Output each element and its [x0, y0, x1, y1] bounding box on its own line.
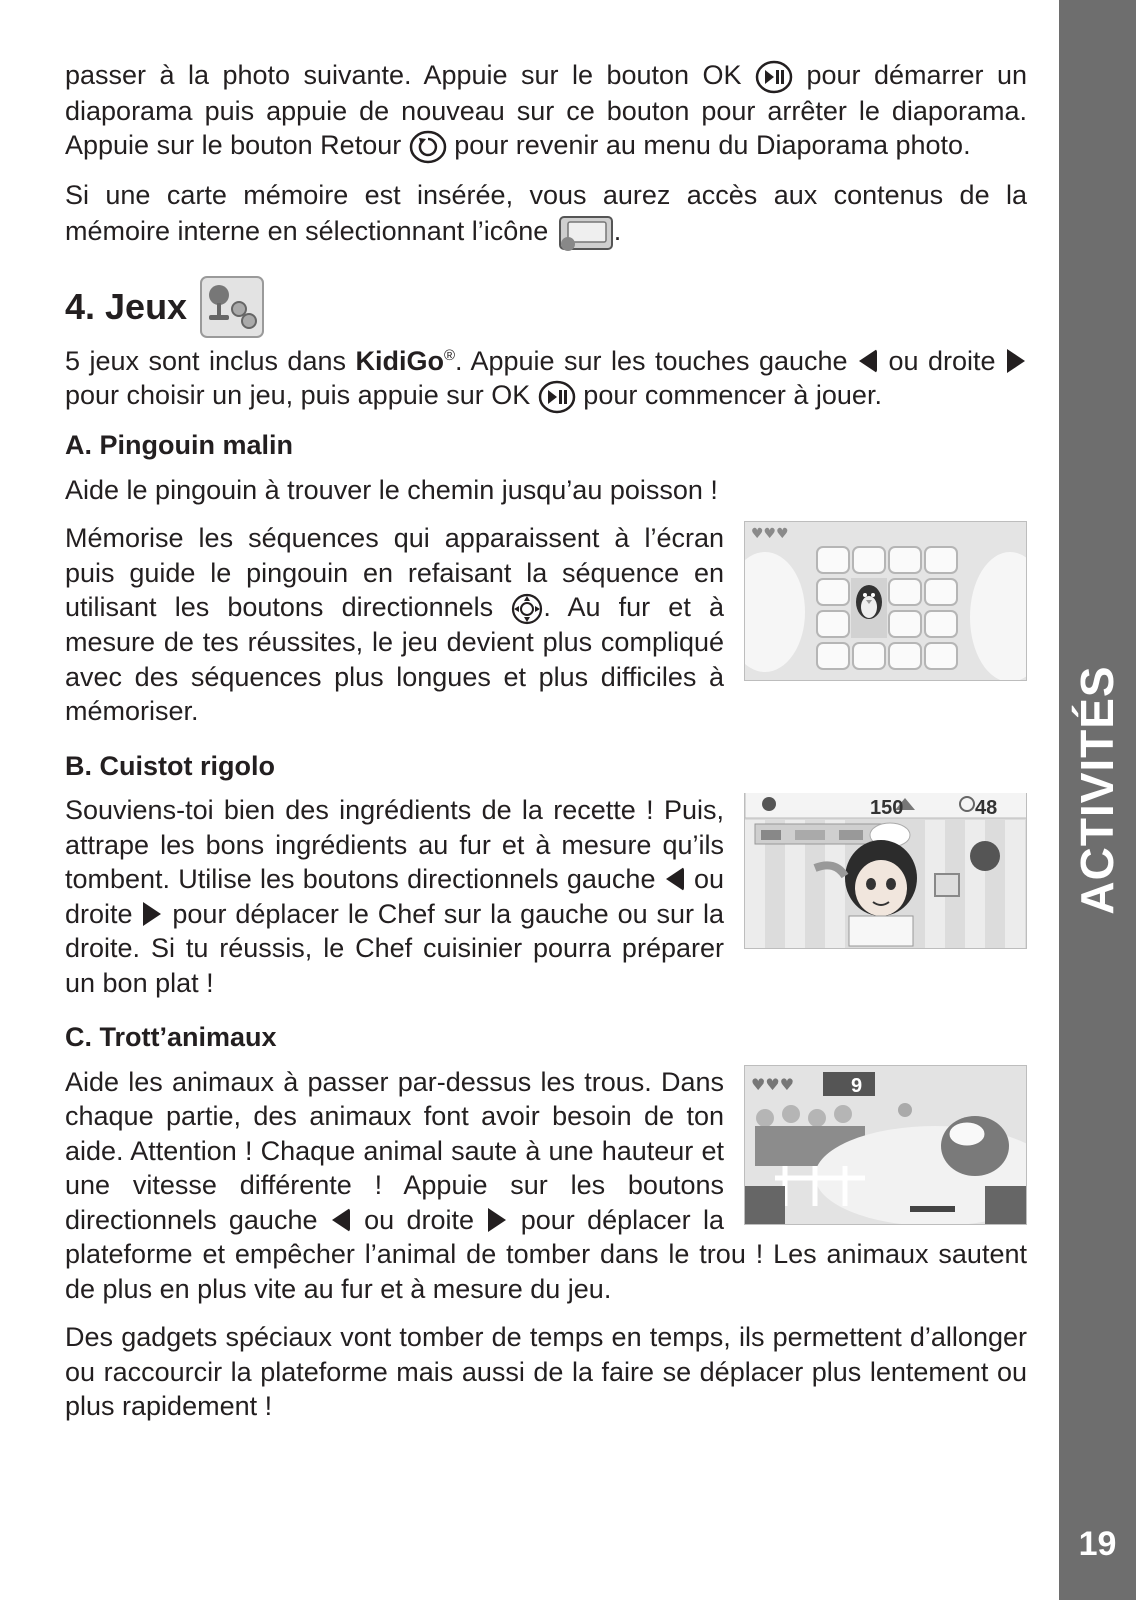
game-c-screenshot: [744, 1065, 1027, 1225]
section-sidebar: [1059, 0, 1136, 1600]
section-intro: [65, 339, 1027, 414]
registered-mark: ®: [443, 346, 456, 364]
intro-text: pour revenir au menu du Diaporama photo.: [454, 130, 971, 161]
intro-paragraph-1: [65, 58, 1027, 164]
intro-text: pour démarrer un diaporama puis appuie de nouveau sur ce bouton pour arrêter le diaporama. Appuie sur le bouton Retour: [65, 60, 1027, 161]
game-c-block: [65, 1065, 1027, 1321]
left-arrow-icon: [666, 867, 684, 891]
right-arrow-icon: [143, 902, 161, 926]
game-b-screenshot: [744, 793, 1027, 949]
back-button-icon: [409, 130, 447, 164]
sidebar-label: ACTIVITÉS: [1071, 665, 1123, 915]
game-b-block: [65, 793, 1027, 1014]
intro-text: passer à la photo suivante. Appuie sur le bouton OK: [65, 60, 742, 90]
intro-text: .: [613, 215, 622, 246]
page-number: 19: [1078, 1525, 1117, 1563]
directional-pad-icon: [511, 593, 543, 625]
play-pause-button-icon: [755, 60, 793, 94]
game-c-outro: Des gadgets spéciaux vont tomber de temps en temps, ils permettent d’allonger ou raccourcir la plateforme mais aussi de la faire se déplacer plus lentement ou plus rapidement !: [65, 1322, 1027, 1421]
game-a-text: Mémorise les séquences qui apparaissent à l’écran puis guide le pingouin en refaisant la séquence en utilisant les boutons directionnels: [65, 523, 724, 623]
game-c-title: C. Trott’animaux: [65, 1022, 277, 1052]
game-a-title: A. Pingouin malin: [65, 430, 293, 461]
svg-text:♥♥♥: ♥♥♥: [751, 526, 789, 543]
game-a-screenshot: [744, 521, 1027, 681]
section-title-text: 4. Jeux: [65, 285, 188, 327]
intro-text: Si une carte mémoire est insérée, vous aurez accès aux contenus de la mémoire interne en sélectionnant l’icône: [65, 180, 1027, 246]
section-intro-text: pour choisir un jeu, puis appuie sur OK: [65, 380, 531, 411]
game-b-title: B. Cuistot rigolo: [65, 750, 275, 781]
section-intro-text: 5 jeux sont inclus dans: [65, 345, 346, 376]
penguin-game-scene: [745, 522, 1027, 681]
score-readout: 150: [870, 797, 904, 819]
right-arrow-icon: [1007, 349, 1025, 373]
left-arrow-icon: [859, 349, 877, 373]
game-b-text: Souviens-toi bien des ingrédients de la recette ! Puis, attrape les bons ingrédients au fur et à mesure qu’ils tombent. Utilise les boutons directionnels gauche: [65, 795, 724, 894]
section-intro-text: . Appuie sur les touches gauche: [455, 345, 848, 376]
game-b-text: pour déplacer le Chef sur la gauche ou sur la droite. Si tu réussis, le Chef cuisinier pourra préparer un bon plat !: [65, 898, 724, 998]
right-arrow-icon: [488, 1208, 506, 1232]
play-pause-button-icon: [538, 380, 576, 414]
game-a-text: . Au fur et à mesure de tes réussites, le jeu devient plus compliqué avec des séquences plus longues et plus difficiles à mémoriser.: [65, 592, 724, 726]
brand-name: KidiGo: [355, 345, 444, 376]
content: [65, 58, 1027, 1438]
left-arrow-icon: [332, 1208, 350, 1232]
game-b-text: ou droite: [65, 864, 724, 929]
timer-readout: 48: [975, 797, 998, 819]
game-c-text: ou droite: [364, 1204, 475, 1235]
section-intro-text: pour commencer à jouer.: [583, 380, 882, 411]
game-c-text: Aide les animaux à passer par-dessus les trous. Dans chaque partie, des animaux font avoir besoin de ton aide. Attention ! Chaque animal saute à une hauteur et une vitesse différente ! Appuie sur les boutons directionnels gauche: [65, 1066, 724, 1235]
game-c-text: pour déplacer la plateforme et empêcher l’animal de tomber dans le trou ! Les animaux sautent de plus en plus vite au fur et à mesure du jeu.: [65, 1204, 1027, 1304]
games-icon: [199, 275, 265, 339]
game-a-lead: Aide le pingouin à trouver le chemin jusqu’au poisson !: [65, 474, 718, 505]
intro-paragraph-2: [65, 178, 1027, 253]
memory-card-icon: [556, 213, 614, 253]
animals-game-scene: [745, 1066, 1027, 1225]
score-readout: 9: [851, 1074, 863, 1097]
section-title: [65, 275, 1027, 339]
svg-text:♥♥♥: ♥♥♥: [751, 1074, 795, 1094]
game-a-block: [65, 521, 1027, 742]
section-intro-text: ou droite: [888, 345, 996, 376]
